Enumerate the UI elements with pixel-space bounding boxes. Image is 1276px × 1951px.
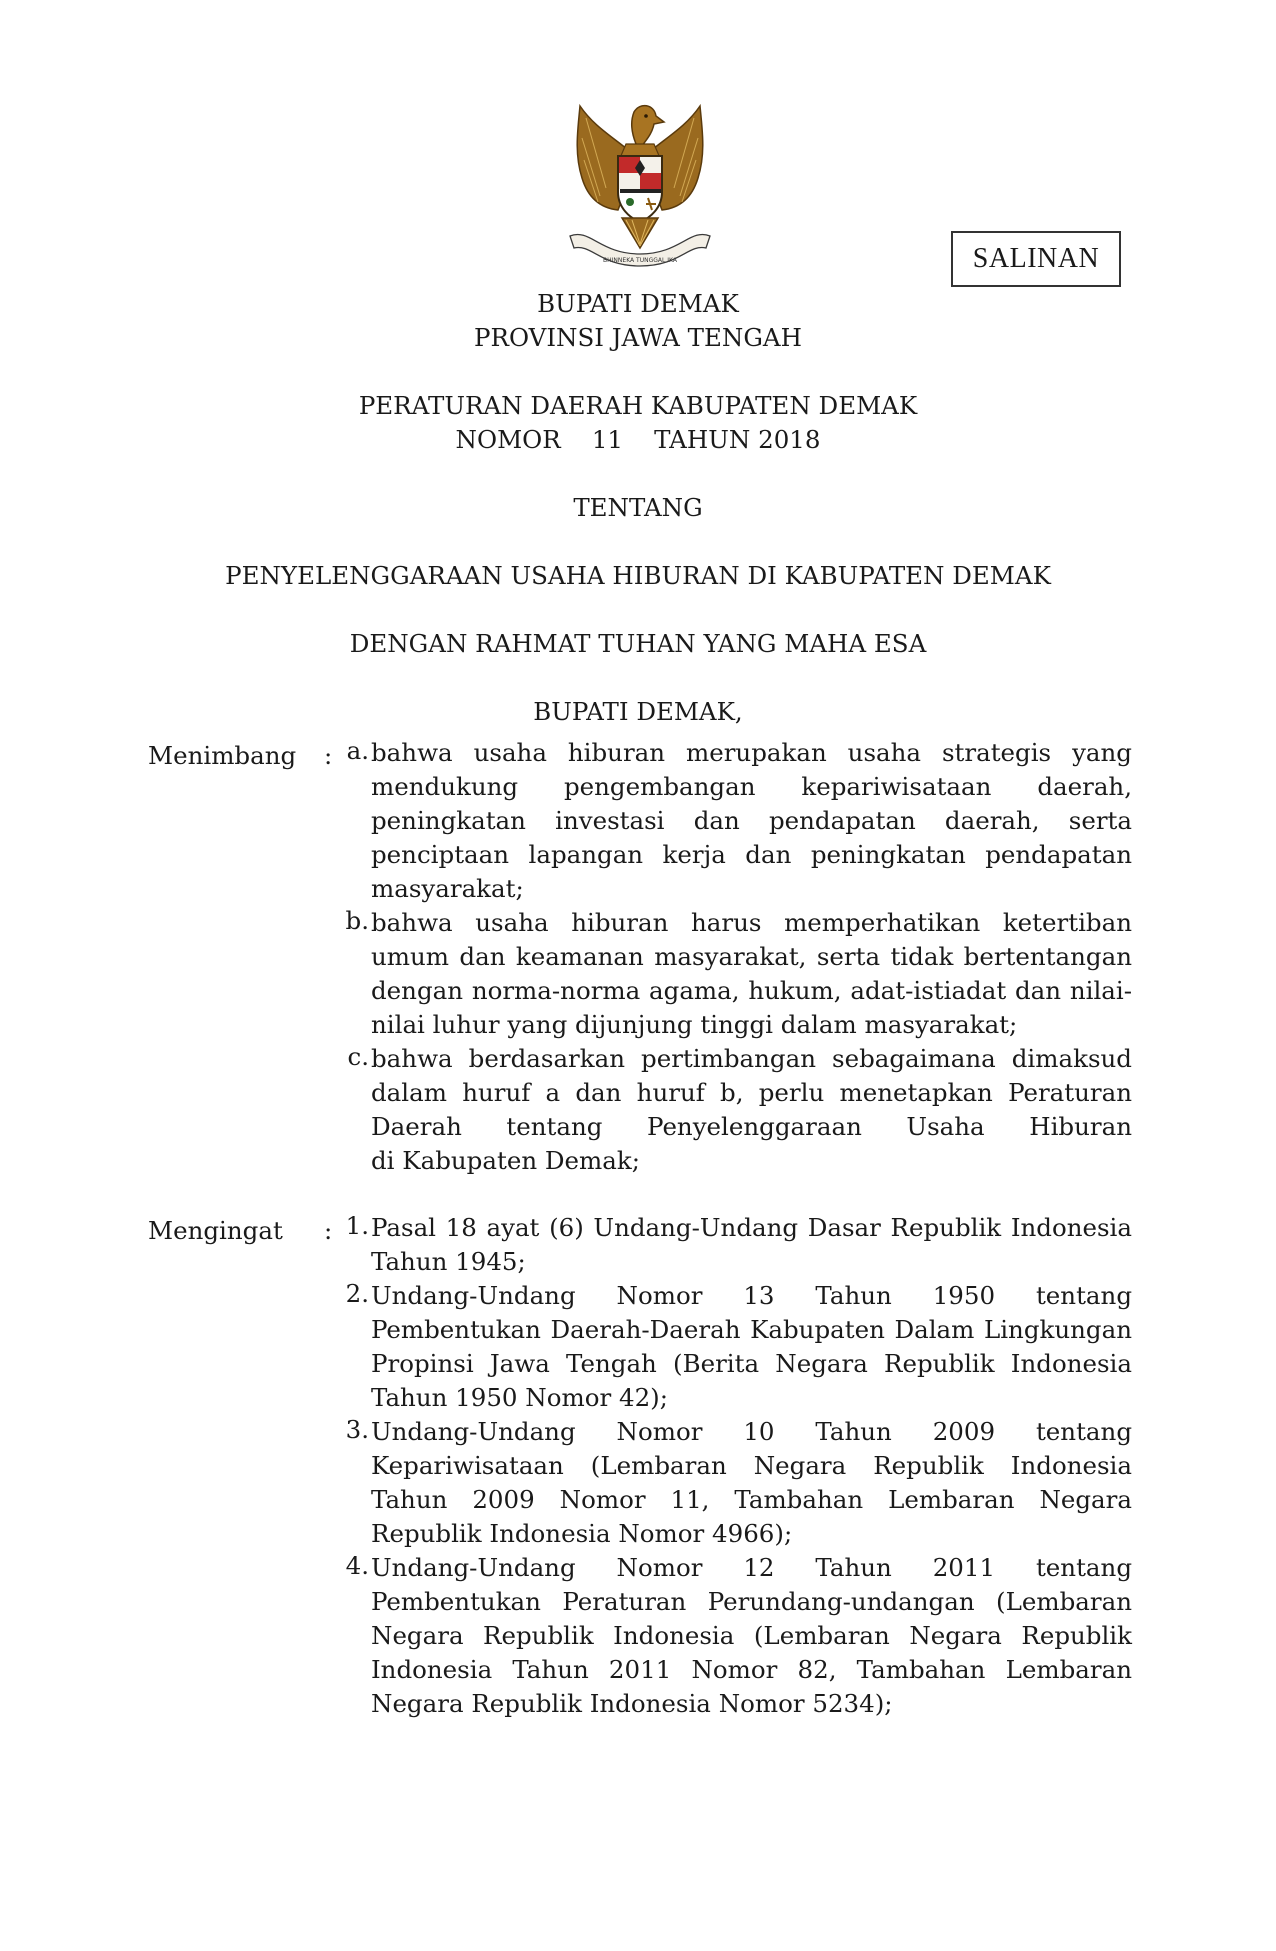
item-line: Undang-Undang Nomor 13 Tahun 1950 tentang [371, 1281, 1132, 1310]
item-line: Kepariwisataan (Lembaran Negara Republik Indonesia [371, 1451, 1132, 1480]
mengingat-label: Mengingat [148, 1216, 283, 1245]
menimbang-colon: : [324, 741, 333, 770]
emblem-motto: BHINNEKA TUNGGAL IKA [603, 257, 677, 264]
item-line: Tahun 1950 Nomor 42); [371, 1383, 668, 1412]
item-marker: 2. [345, 1279, 369, 1308]
item-line: Tahun 1945; [371, 1247, 526, 1276]
item-line: nilai luhur yang dijunjung tinggi dalam masyarakat; [371, 1010, 1018, 1039]
item-line: umum dan keamanan masyarakat, serta tidak bertentangan [371, 942, 1132, 971]
invocation: DENGAN RAHMAT TUHAN YANG MAHA ESA [349, 629, 927, 658]
item-marker: a. [346, 736, 369, 765]
regulation-subject: PENYELENGGARAAN USAHA HIBURAN DI KABUPATEN DEMAK [225, 561, 1051, 590]
regulation-number: NOMOR 11 TAHUN 2018 [455, 425, 821, 454]
item-line: Tahun 2009 Nomor 11, Tambahan Lembaran Negara [371, 1485, 1132, 1514]
item-line: dengan norma-norma agama, hukum, adat-istiadat dan nilai- [371, 976, 1132, 1005]
menimbang-item-b [331, 906, 1132, 1042]
menimbang-label: Menimbang [148, 741, 297, 770]
item-line: peningkatan investasi dan pendapatan daerah, serta [371, 806, 1132, 835]
item-marker: 4. [345, 1551, 369, 1580]
item-line: Indonesia Tahun 2011 Nomor 82, Tambahan Lembaran [371, 1655, 1132, 1684]
header-regent: BUPATI DEMAK [537, 289, 739, 318]
item-line: di Kabupaten Demak; [371, 1146, 640, 1175]
item-line: Pembentukan Peraturan Perundang-undangan (Lembaran [371, 1587, 1132, 1616]
item-marker: 3. [345, 1415, 369, 1444]
regulation-title: PERATURAN DAERAH KABUPATEN DEMAK [358, 391, 918, 420]
menimbang-item-c [331, 1042, 1132, 1178]
item-line: dalam huruf a dan huruf b, perlu menetapkan Peraturan [371, 1078, 1132, 1107]
item-line: bahwa usaha hiburan merupakan usaha strategis yang [371, 738, 1132, 767]
item-line: Pasal 18 ayat (6) Undang-Undang Dasar Republik Indonesia [371, 1213, 1132, 1242]
item-line: Republik Indonesia Nomor 4966); [371, 1519, 793, 1548]
header-province: PROVINSI JAWA TENGAH [474, 323, 802, 352]
authority-heading: BUPATI DEMAK, [533, 697, 743, 726]
item-line: penciptaan lapangan kerja dan peningkatan pendapatan [371, 840, 1132, 869]
tentang-heading: TENTANG [573, 493, 703, 522]
mengingat-item-3 [331, 1415, 1132, 1551]
item-marker: b. [345, 906, 369, 935]
item-line: bahwa usaha hiburan harus memperhatikan ketertiban [371, 908, 1132, 937]
item-line: Daerah tentang Penyelenggaraan Usaha Hiburan [371, 1112, 1132, 1141]
mengingat-colon: : [324, 1216, 333, 1245]
item-line: masyarakat; [371, 874, 524, 903]
item-line: mendukung pengembangan kepariwisataan daerah, [371, 772, 1132, 801]
item-line: Negara Republik Indonesia Nomor 5234); [371, 1689, 893, 1718]
item-line: Undang-Undang Nomor 10 Tahun 2009 tentang [371, 1417, 1132, 1446]
mengingat-item-1 [331, 1211, 1132, 1279]
garuda-emblem-icon [560, 98, 720, 270]
item-marker: 1. [345, 1211, 369, 1240]
mengingat-item-2 [331, 1279, 1132, 1415]
item-line: bahwa berdasarkan pertimbangan sebagaimana dimaksud [371, 1044, 1132, 1073]
item-line: Undang-Undang Nomor 12 Tahun 2011 tentang [371, 1553, 1132, 1582]
mengingat-item-4 [331, 1551, 1132, 1721]
item-line: Negara Republik Indonesia (Lembaran Negara Republik [371, 1621, 1132, 1650]
item-line: Pembentukan Daerah-Daerah Kabupaten Dalam Lingkungan [371, 1315, 1132, 1344]
item-line: Propinsi Jawa Tengah (Berita Negara Republik Indonesia [371, 1349, 1132, 1378]
menimbang-item-a [331, 736, 1132, 906]
salinan-stamp: SALINAN [951, 231, 1121, 287]
item-marker: c. [347, 1042, 369, 1071]
